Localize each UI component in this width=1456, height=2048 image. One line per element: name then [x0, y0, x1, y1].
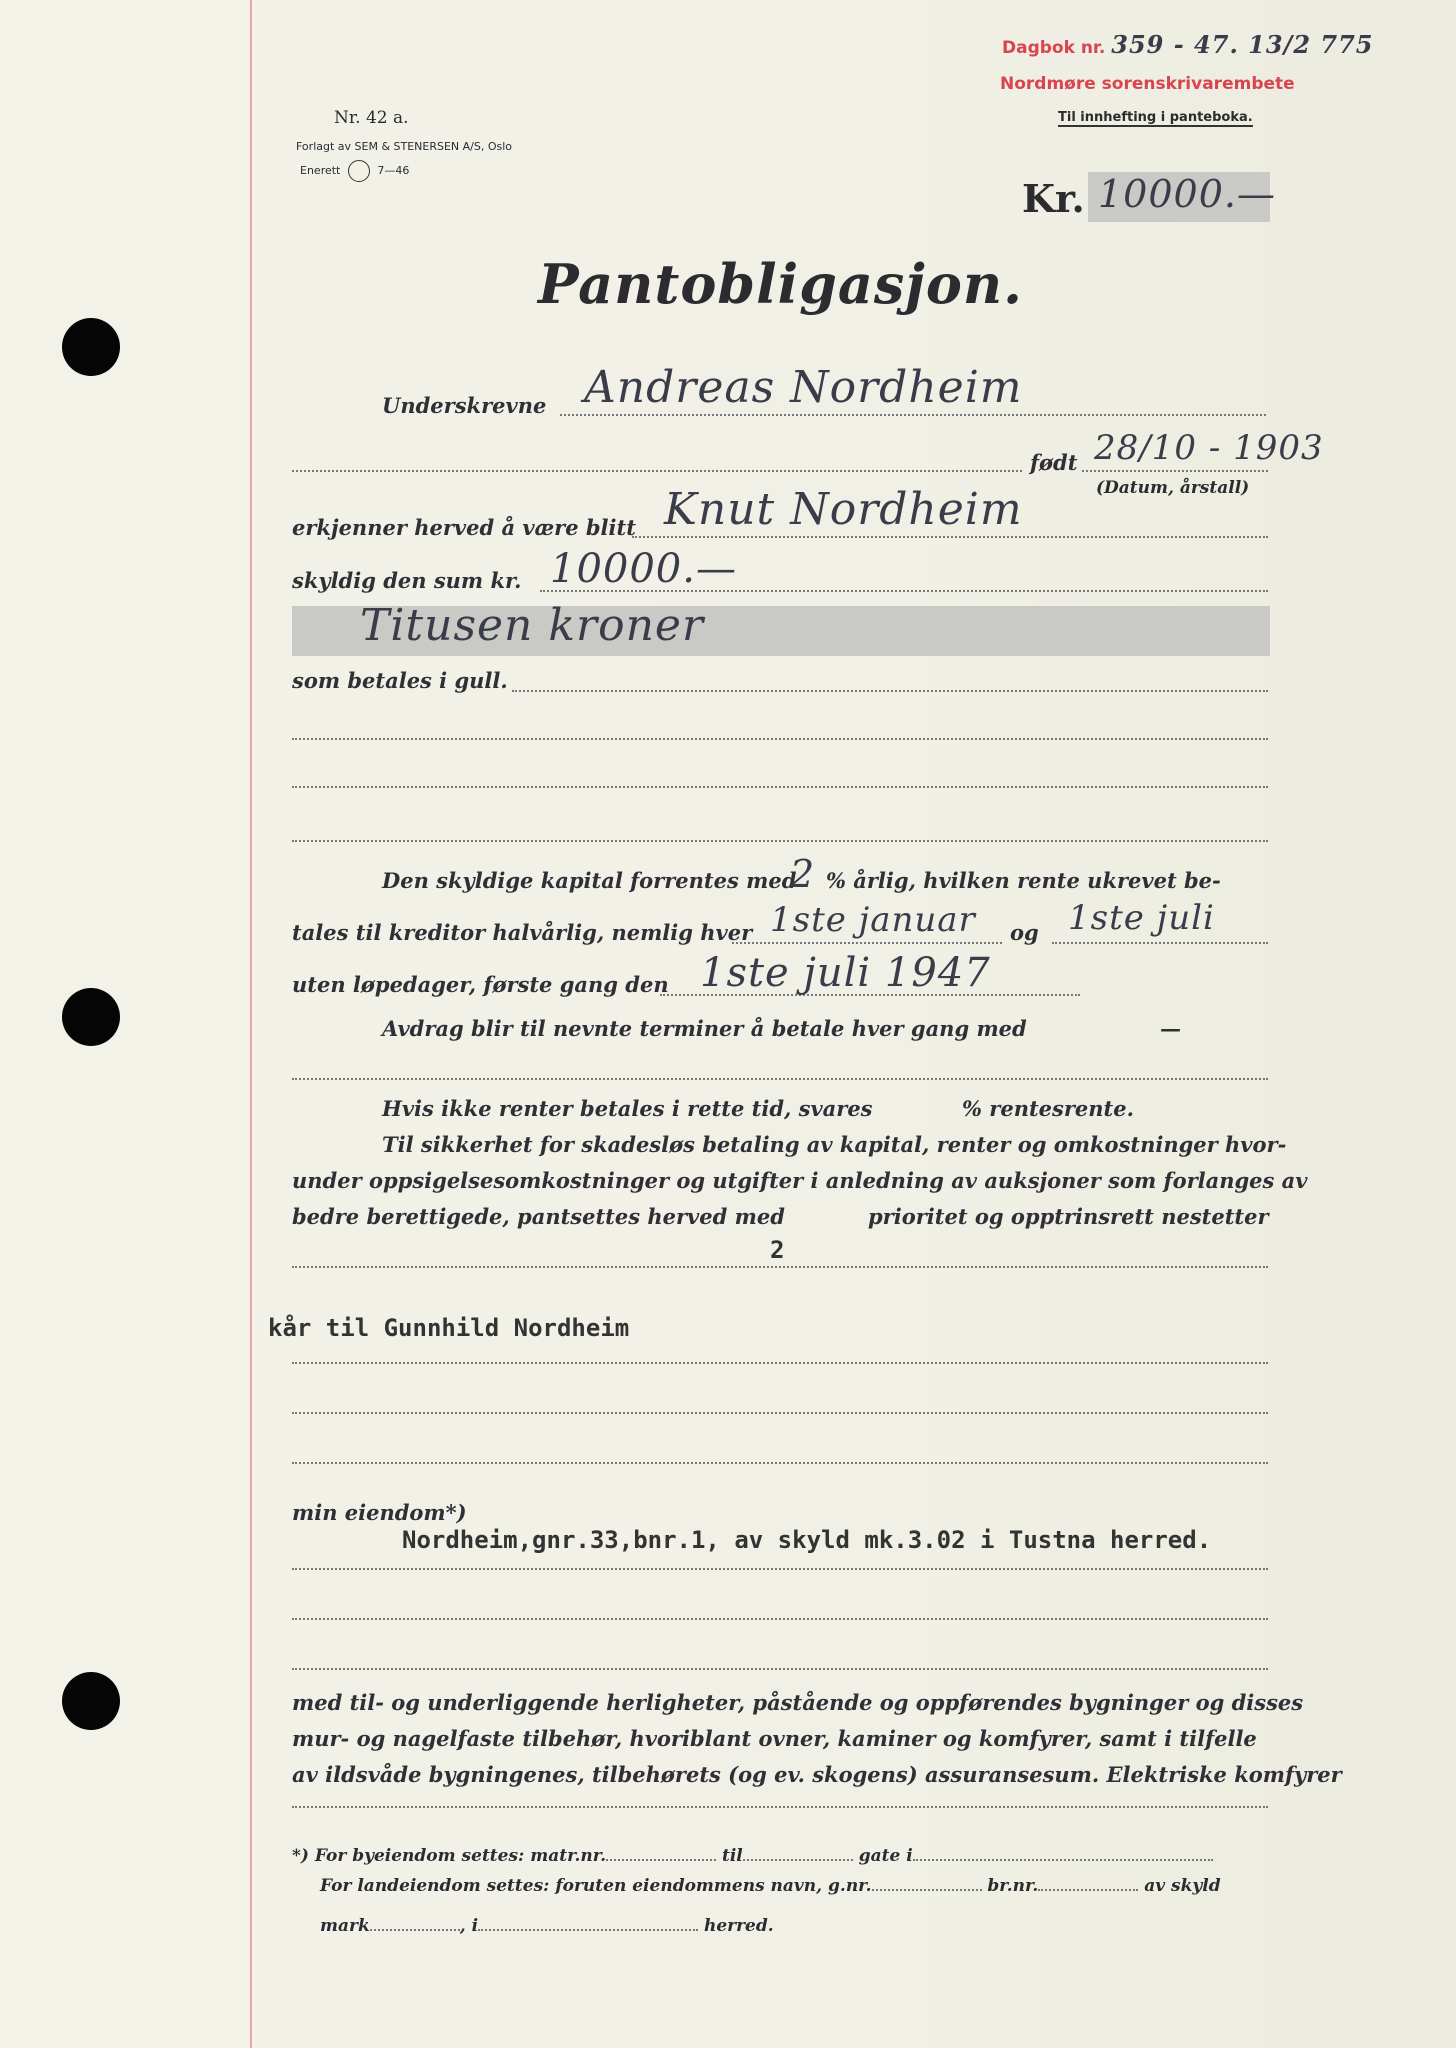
- term-one: 1ste januar: [770, 900, 976, 940]
- security-text: prioritet og opptrinsrett nestetter: [868, 1204, 1269, 1229]
- security-text: Til sikkerhet for skadesløs betaling av kapital, renter og omkostninger hvor-: [382, 1132, 1287, 1157]
- creditor-name: Knut Nordheim: [664, 484, 1023, 535]
- debt-amount: 10000.—: [550, 546, 737, 592]
- punch-hole: [62, 1672, 120, 1730]
- stamp-instruction: Til innhefting i panteboka.: [1058, 110, 1253, 125]
- document-title: Pantobligasjon.: [538, 252, 1023, 316]
- footnote-line: For landeiendom settes: foruten eiendommens navn, g.nr. br.nr. av skyld: [320, 1876, 1221, 1896]
- dotted-line: [732, 942, 1002, 944]
- underskrevne-label: Underskrevne: [382, 393, 547, 418]
- dotted-line: [292, 840, 1268, 842]
- avdrag-value: —: [1160, 1016, 1181, 1041]
- debtor-name: Andreas Nordheim: [584, 362, 1023, 413]
- first-payment-label: uten løpedager, første gang den: [292, 972, 669, 997]
- erkjenner-label: erkjenner herved å være blitt: [292, 515, 636, 540]
- appurtenance-text: av ildsvåde bygningenes, tilbehørets (og ev. skogens) assuransesum. Elektriske komfyrer: [292, 1762, 1342, 1787]
- betales-label: som betales i gull.: [292, 668, 508, 693]
- dotted-line: [292, 1568, 1268, 1570]
- dotted-line: [292, 1806, 1268, 1808]
- fodt-label: født: [1030, 450, 1078, 475]
- dotted-line: [292, 1362, 1268, 1364]
- form-number: Nr. 42 a.: [334, 108, 409, 128]
- amount-box-value: 10000.—: [1098, 172, 1276, 216]
- appurtenance-text: med til- og underliggende herligheter, påstående og oppførendes bygninger og disses: [292, 1690, 1304, 1715]
- stamp-label: Dagbok nr.: [1002, 38, 1106, 58]
- dotted-line: [292, 738, 1268, 740]
- stamp-office: Nordmøre sorenskrivarembete: [1000, 74, 1295, 94]
- prior-encumbrance: kår til Gunnhild Nordheim: [268, 1314, 630, 1342]
- amount-prefix: Kr.: [1022, 176, 1085, 221]
- late-interest-label: % rentesrente.: [962, 1096, 1134, 1121]
- dotted-line: [292, 1462, 1268, 1464]
- priority-number: 2: [770, 1236, 785, 1264]
- late-interest-label: Hvis ikke renter betales i rette tid, svares: [382, 1096, 873, 1121]
- dotted-line: [292, 786, 1268, 788]
- dotted-line: [632, 536, 1268, 538]
- dotted-line: [1052, 942, 1268, 944]
- interest-terms-label: tales til kreditor halvårlig, nemlig hver: [292, 920, 753, 945]
- footnote-line: mark , i herred.: [320, 1916, 774, 1936]
- property-label: min eiendom*): [292, 1500, 467, 1525]
- dotted-line: [560, 414, 1266, 416]
- publisher-copyright: Enerett 7—46: [300, 160, 409, 182]
- property-description: Nordheim,gnr.33,bnr.1, av skyld mk.3.02 i Tustna herred.: [402, 1526, 1212, 1554]
- birth-date: 28/10 - 1903: [1094, 428, 1324, 468]
- dotted-line: [292, 470, 1022, 472]
- security-text: bedre berettigede, pantsettes herved med: [292, 1204, 785, 1229]
- interest-line: % årlig, hvilken rente ukrevet be-: [826, 868, 1221, 893]
- first-payment-date: 1ste juli 1947: [700, 950, 991, 996]
- margin-rule: [250, 0, 252, 2048]
- dotted-line: [292, 1668, 1268, 1670]
- publisher-logo-icon: [348, 160, 370, 182]
- publisher-line: Forlagt av SEM & STENERSEN A/S, Oslo: [296, 140, 513, 153]
- journal-entry: 359 - 47. 13/2 775: [1111, 30, 1374, 59]
- punch-hole: [62, 988, 120, 1046]
- footnote-line: *) For byeiendom settes: matr.nr. til gate i: [292, 1846, 1213, 1866]
- security-text: under oppsigelsesomkostninger og utgifter i anledning av auksjoner som forlanges av: [292, 1168, 1308, 1193]
- dotted-line: [1082, 470, 1268, 472]
- registry-stamp: [1002, 30, 1373, 59]
- dotted-line: [292, 1078, 1268, 1080]
- dotted-line: [292, 1412, 1268, 1414]
- og-label: og: [1010, 920, 1039, 945]
- punch-hole: [62, 318, 120, 376]
- dotted-line: [512, 690, 1268, 692]
- avdrag-label: Avdrag blir til nevnte terminer å betale hver gang med: [382, 1016, 1027, 1041]
- interest-rate: 2: [790, 852, 816, 896]
- dotted-line: [292, 1618, 1268, 1620]
- dotted-line: [292, 1266, 1268, 1268]
- skyldig-label: skyldig den sum kr.: [292, 568, 522, 593]
- datum-hint: (Datum, årstall): [1096, 478, 1250, 498]
- interest-line: Den skyldige kapital forrentes med: [382, 868, 797, 893]
- term-two: 1ste juli: [1068, 898, 1215, 938]
- amount-in-words: Titusen kroner: [360, 600, 704, 651]
- appurtenance-text: mur- og nagelfaste tilbehør, hvoriblant ovner, kaminer og komfyrer, samt i tilfelle: [292, 1726, 1257, 1751]
